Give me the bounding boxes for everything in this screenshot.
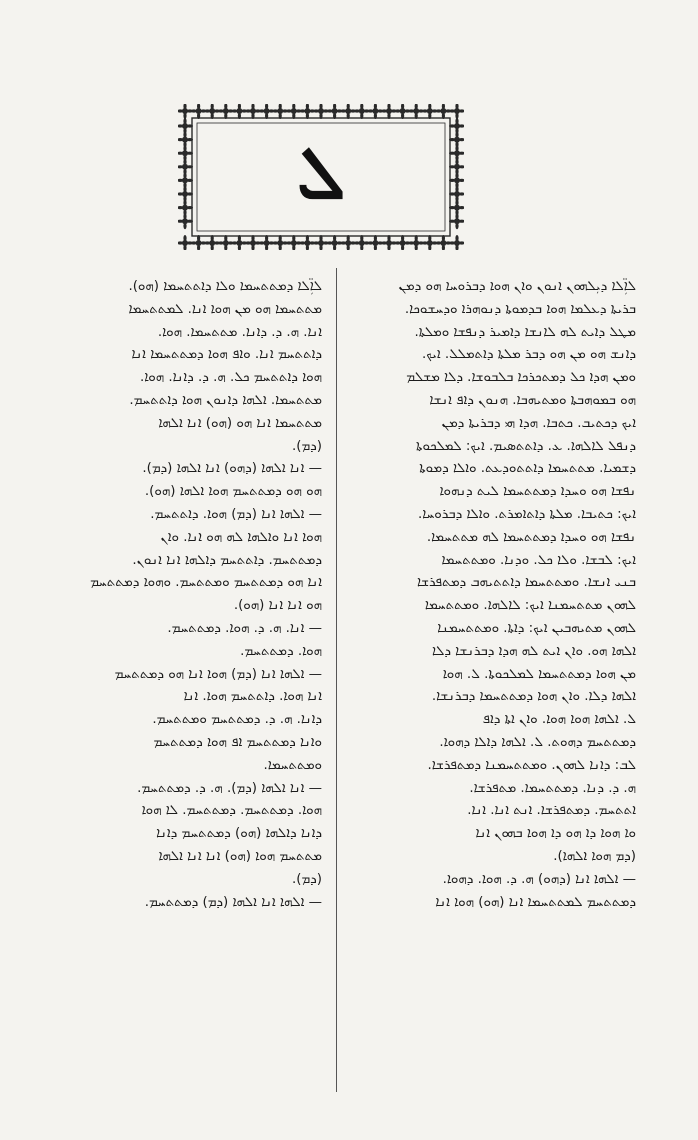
fleuron-ornament — [354, 235, 370, 250]
fleuron-ornament — [327, 104, 343, 119]
text-line: ܐܝܟ: ܟܬܝܒܐ. ܡܠܬܐ ܕܐܬܐܡܪܬ. ܘܐܠܐ ܕܒܪܘܚܐ. — [418, 506, 636, 522]
fleuron-ornament — [191, 235, 207, 250]
text-line: ܗܘ ܗܘ ܕܡܬܬܚܡ ܗܘܐ ܐܠܗܐ (ܗܘ). — [144, 484, 322, 500]
text-line: — ܐܢܐ ܐܠܗܐ (ܕܡ). ܗ. ܕ. ܕܡܬܬܚܡ. — [137, 780, 322, 796]
fleuron-ornament — [178, 213, 193, 229]
left-column-text — [40, 276, 322, 914]
fleuron-ornament — [299, 235, 315, 250]
text-line: ܕܡܬܬܚܡ ܠܡܬܬܚܡܐ ܐܢܐ (ܗܘ) ܗܘܐ ܐܢܐ — [435, 894, 636, 910]
fleuron-ornament — [395, 235, 411, 250]
text-line: ܗܘ ܐܢܐ ܐܢܐ (ܗܘ). — [233, 598, 322, 614]
text-line: ܡܬܬܚܡܐ ܐܢܐ ܗܘ (ܗܘ) ܐܢܐ ܐܠܗܐ — [158, 415, 322, 431]
text-line: — ܐܠܗܐ ܐܢܐ ܐܠܗܐ (ܕܡ) ܕܡܬܬܚܡ. — [144, 894, 322, 910]
text-line: — ܐܢܐ. ܗ. ܕ. ܗܘܐ. ܕܡܬܬܚܡ. — [167, 620, 322, 636]
text-line: ܡܬܬܚܡܐ ܗܘ ܡܢ ܗܘܐ ܐܢܐ. ܠܡܬܬܚܡܐ — [128, 301, 322, 317]
fleuron-ornament — [449, 235, 464, 250]
fleuron-ornament — [178, 132, 193, 148]
fleuron-ornament — [354, 104, 370, 119]
fleuron-ornament — [178, 159, 193, 175]
fleuron-ornament — [231, 235, 247, 250]
fleuron-ornament — [367, 104, 383, 119]
fleuron-ornament — [381, 104, 397, 119]
fleuron-ornament — [299, 104, 315, 119]
fleuron-ornament — [178, 145, 193, 161]
fleuron-ornament — [286, 104, 302, 119]
text-line: ܕܡܬܬܚܡ ܕܗܘܬ. ܠ. ܐܠܗܐ ܕܐܠܐ ܕܗܘܐ. — [439, 734, 636, 750]
text-line: ܐܝܟ: ܠܒܫܐ. ܘܠܐ ܟܠ. ܘܕܢܐ. ܘܡܬܬܚܡܐ — [441, 552, 636, 568]
text-line: ܕܐܢܐ. ܗ. ܕ. ܕܡܬܬܚܡ ܘܡܬܬܚܡ. — [152, 712, 322, 728]
text-line: ܕܢܦܠ ܠܐܠܗܐ. ܥ. ܕܐܬܬܣܝܡ. ܐܝܟ: ܠܡܠܟܘܬܐ — [416, 438, 636, 454]
text-line: ܐܬܬܚܡ. ܕܡܬܦܪܫܐ. ܐܢܬ ܐܢܐ. ܐܢܐ. — [467, 803, 636, 819]
fleuron-ornament — [422, 104, 438, 119]
text-line: ܠܒ: ܕܐܢܐ ܠܗܘܢ. ܘܡܬܬܚܡܢܐ ܕܡܬܦܪܫܐ. — [427, 757, 636, 773]
text-line: ܕܐܢܐ ܕܐܠܗܐ (ܗܘ) ܕܡܬܬܚܡ ܕܐܢܐ — [156, 826, 322, 842]
fleuron-ornament — [272, 235, 288, 250]
fleuron-ornament — [178, 172, 193, 188]
text-line: ܡܬܬܚܡܐ. ܐܠܗܐ ܕܐܢܘܢ ܗܘܐ ܕܐܬܬܚܡ. — [129, 392, 322, 408]
text-line: (ܕܡ). — [292, 438, 322, 454]
text-line: — ܐܠܗܐ ܐܢܐ (ܕܡ) ܗܘܐ. ܕܐܬܬܚܡ. — [150, 506, 322, 522]
text-line: ܠܐܼ̈ܠܐ ܕܝܼܠܗܘܢ ܐܢܘܢ ܘܐܢ ܗܘܐ ܕܒܪܘܚܐ ܗܘ ܕܡܢ — [398, 279, 636, 294]
fleuron-ornament — [408, 104, 424, 119]
fleuron-ornament — [231, 104, 247, 119]
text-line: ܠܗܘܢ ܡܬܝܗܒܝܢ ܐܝܟ: ܕܐܬܐ. ܘܡܬܬܚܡܢܐ — [437, 620, 636, 636]
text-line: ܡܬܬܚܡ ܗܘܐ (ܗܘ) ܐܢܐ ܐܢܐ ܐܠܗܐ — [158, 848, 322, 864]
text-line: (ܕܡ ܗܘܐ ܐܠܗܐ). — [553, 848, 636, 864]
fleuron-ornament — [204, 104, 220, 119]
text-line: ܗ. ܕ. ܕܢܐ. ܕܡܬܬܚܡܐ. ܡܬܦܪܫܐ. — [469, 780, 636, 796]
ornamental-headpiece — [178, 104, 464, 250]
fleuron-ornament — [204, 235, 220, 250]
text-line: ܡܢ ܗܘܐ ܕܡܬܬܚܡܐ ܠܡܠܟܘܬܐ. ܠ. ܗܘܐ — [442, 666, 636, 682]
text-line: ܘܡܬܬܚܡܐ. — [263, 757, 322, 773]
text-line: ܗܘܐ. ܕܡܬܬܚܡ. ܕܡܬܬܚܡ. ܠܐ ܗܘܐ — [141, 803, 322, 819]
fleuron-ornament — [313, 235, 329, 250]
fleuron-ornament — [422, 235, 438, 250]
fleuron-ornament — [178, 104, 193, 119]
fleuron-ornament — [340, 235, 356, 250]
fleuron-ornament — [435, 235, 451, 250]
right-column-text — [354, 276, 636, 914]
text-line: ܠܗܘܢ ܡܬܬܚܡܢܐ ܐܝܟ: ܠܐܠܗܐ. ܘܡܬܬܚܡܐ — [424, 598, 636, 614]
fleuron-ornament — [449, 200, 464, 216]
text-line: ܗܘܐ ܐܢܐ ܘܐܠܗܐ ܠܗ ܗܘ ܐܢܐ. ܘܐܢ — [160, 529, 322, 545]
fleuron-ornament — [178, 118, 193, 134]
text-line: ܢܦܫܐ ܗܘ ܘܚܕܐ ܕܡܬܬܚܡܐ ܠܝܬ ܕܢܗܘܐ — [439, 484, 636, 500]
text-line: ܒܢܝ ܐܢܫܐ. ܘܡܬܬܚܡܐ ܕܐܬܬܝܗܒ ܕܡܬܦܪܫܐ — [416, 575, 636, 591]
fleuron-ornament — [449, 213, 464, 229]
text-line: ܕܐܬܬܚܡ ܐܢܐ. ܘܐܦ ܗܘܐ ܕܡܬܬܚܡܐ ܐܢܐ — [131, 347, 322, 363]
fleuron-ornament — [367, 235, 383, 250]
fleuron-ornament — [178, 200, 193, 216]
fleuron-ornament — [259, 104, 275, 119]
text-line: ܐܢܐ. ܗ. ܕ. ܕܐܢܐ. ܡܬܬܚܡܐ. ܗܘܐ. — [157, 324, 322, 340]
fleuron-ornament — [218, 104, 234, 119]
fleuron-ornament — [259, 235, 275, 250]
fleuron-ornament — [449, 172, 464, 188]
fleuron-ornament — [218, 235, 234, 250]
fleuron-ornament — [449, 132, 464, 148]
fleuron-ornament — [449, 145, 464, 161]
column-divider — [336, 268, 337, 1092]
fleuron-ornament — [272, 104, 288, 119]
text-line: ܐܢܐ ܗܘ ܕܡܬܬܚܡ ܘܡܬܬܚܡ. ܘܗܘܐ ܕܡܬܬܚܡ — [90, 575, 322, 591]
text-line: ܐܢܐ ܗܘܐ. ܕܐܬܬܚܡ ܗܘܐ. ܐܢܐ — [183, 689, 322, 705]
fleuron-ornament — [381, 235, 397, 250]
fleuron-ornament — [408, 235, 424, 250]
fleuron-ornament — [435, 104, 451, 119]
fleuron-ornament — [178, 235, 193, 250]
text-line: ܘܐ ܗܘܐ ܕܐ ܗܘ ܕܐ ܗܘܐ ܒܗܘܢ ܐܢܐ — [475, 826, 636, 842]
text-line: (ܕܡ). — [292, 871, 322, 887]
text-line: ܠܐܼ̈ܠܐ ܕܡܬܬܚܡܐ ܘܠܐ ܕܐܬܬܚܡܐ (ܗܘ). — [128, 279, 322, 294]
text-line: ܐܝܟ ܕܟܬܝܒ. ܟܬܒܐ. ܗܕܐ ܗܝ ܕܒܪܝܬܐ ܕܡܢ — [441, 415, 636, 431]
fleuron-ornament — [395, 104, 411, 119]
text-line: ܗܘܐ. ܕܡܬܬܚܡ. — [240, 643, 322, 659]
fleuron-ornament — [245, 104, 261, 119]
text-line: ܕܐܢܫ ܗܘ ܡܢ ܗܘ ܕܒܪ ܡܠܬܐ ܕܐܬܡܠܠ. ܐܝܟ. — [422, 347, 636, 363]
fleuron-ornament — [327, 235, 343, 250]
text-line: ܐܠܗܐ ܗܘ. ܘܐܢ ܐܝܬ ܠܗ ܗܕܐ ܕܒܪܢܫܐ ܕܠܐ — [432, 643, 636, 659]
fleuron-ornament — [449, 186, 464, 202]
text-line: ܘܐܢܐ ܕܡܬܬܚܡ ܐܦ ܗܘܐ ܕܡܬܬܚܡ — [153, 734, 322, 750]
text-line: ܡܛܠ ܕܐܝܬ ܠܗ ܠܐܢܫܐ ܕܐܡܝܪ ܕܢܦܫܐ ܘܡܠܬܐ. — [414, 324, 636, 340]
text-line: ܕܫܡܝܐ. ܡܬܬܚܡܐ ܕܐܬܬܘܕܥܬ. ܘܐܠܐ ܕܡܘܬܐ — [419, 461, 636, 477]
text-line: ܠ. ܐܠܗܐ ܗܘܐ ܗܘܐ. ܘܐܢ ܐܬܐ ܕܐܦ — [482, 712, 636, 728]
text-line: ܐܠܗܐ ܕܠܐ. ܘܐܢ ܗܘܐ ܕܡܬܬܚܡܐ ܕܒܪܢܫܐ. — [431, 689, 636, 705]
fleuron-ornament — [286, 235, 302, 250]
fleuron-ornament — [313, 104, 329, 119]
fleuron-ornament — [449, 104, 464, 119]
text-line: ܒܪܝܬܐ ܕܥܠܡܐ ܗܘܐ ܒܕܡܘܬܐ ܕܢܘܗܪܐ ܘܕܚܫܘܟܐ. — [404, 301, 636, 317]
fleuron-ornament — [191, 104, 207, 119]
fleuron-ornament — [449, 159, 464, 175]
text-line: ܗܘܐ ܕܐܬܬܚܡ ܟܠ. ܗ. ܕ. ܕܐܢܐ. ܗܘܐ. — [139, 370, 322, 386]
text-line: — ܐܠܗܐ ܐܢܐ (ܕܗܘ) ܗ. ܕ. ܗܘܐ. ܕܗܘܐ. — [442, 871, 636, 887]
fleuron-ornament — [178, 186, 193, 202]
text-line: ܘܡܢ ܗܕܐ ܟܠ ܕܡܬܟܪܟܐ ܒܠܒܘܫܐ. ܕܠܐ ܡܫܠܡ — [406, 370, 636, 386]
text-line: ܕܡܬܬܚܡ. ܕܐܬܬܚܡ ܕܐܠܗܐ ܐܢܐ ܐܢܘܢ. — [132, 552, 322, 568]
text-line: ܢܦܫܐ ܗܘ ܘܚܕܐ ܕܡܬܬܚܡܐ ܠܗ ܡܬܬܚܡܐ. — [426, 529, 636, 545]
fleuron-ornament — [449, 118, 464, 134]
fleuron-ornament — [340, 104, 356, 119]
text-line: ܗܘ ܒܡܘܗܒܬܐ ܘܡܬܝܗܒܐ. ܗܢܘܢ ܕܐܦ ܐܢܫܐ — [429, 392, 636, 408]
fleuron-ornament — [245, 235, 261, 250]
header-initial-letter: ܠ — [296, 130, 346, 216]
text-line: — ܐܢܐ ܐܠܗܐ (ܕܗܘ) ܐܢܐ ܐܠܗܐ (ܕܡ). — [142, 461, 322, 477]
text-line: — ܐܠܗܐ ܐܢܐ (ܕܡ) ܗܘܐ ܐܢܐ ܗܘ ܕܡܬܬܚܡ — [114, 666, 322, 682]
